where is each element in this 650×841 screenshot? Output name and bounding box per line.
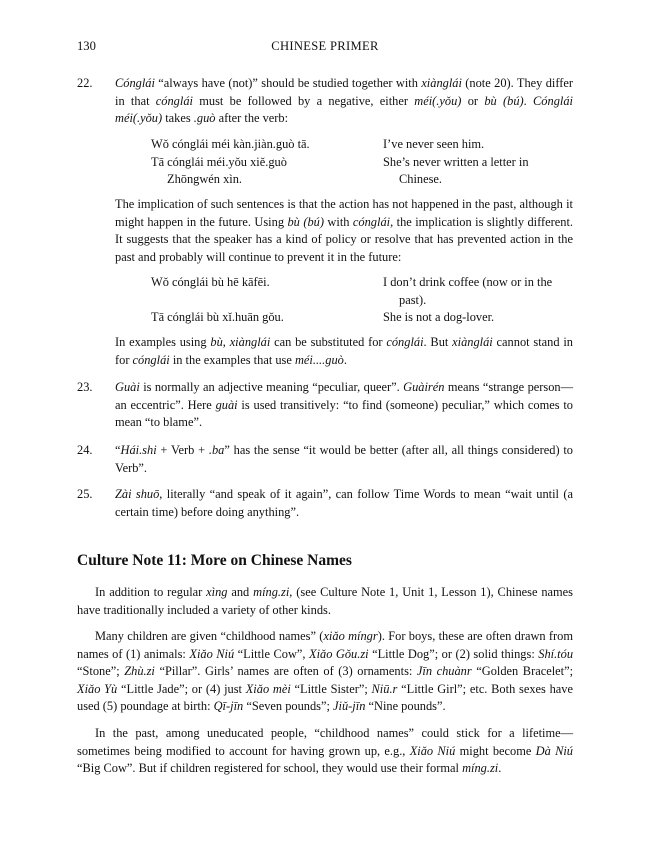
- romanized-term: méi....guò: [294, 352, 344, 367]
- example-line: She’s never written a letter in: [383, 154, 529, 169]
- example-english: [383, 274, 573, 327]
- romanized-term: Niū.r: [371, 681, 398, 696]
- romanized-term: Xiǎo Niú: [189, 646, 235, 661]
- text-run: must be followed by a negative, either: [192, 93, 415, 108]
- romanized-term: Cónglái méi(.yǒu): [115, 93, 573, 126]
- note-paragraph: [115, 334, 573, 369]
- romanized-term: Shí.tóu: [538, 646, 574, 661]
- romanized-term: Jiǔ-jīn: [333, 699, 366, 714]
- text-run: In examples using: [115, 335, 211, 349]
- text-run: .: [523, 93, 534, 108]
- note-paragraph: [115, 196, 573, 266]
- text-run: In the past, among uneducated people, “childhood names” could stick for a lifetime—sometimes being modified to account for having grown up, e.g.,: [77, 726, 573, 758]
- text-run: . But: [423, 335, 453, 349]
- text-run: after the verb:: [215, 111, 289, 126]
- example-line: Tā cónglái méi.yǒu xiě.guò: [151, 154, 287, 169]
- text-run: is normally an adjective meaning “peculiar, queer”.: [139, 380, 404, 394]
- text-run: , the implication is slightly different. It suggests that the speaker has a kind of policy or resolve that has prevented action in the past and probably will continue to prevent it in the future:: [115, 214, 573, 264]
- text-run: takes: [162, 111, 194, 126]
- text-run: “Seven pounds”;: [243, 699, 334, 714]
- example-line: Zhōngwén xìn.: [167, 172, 243, 187]
- romanized-term: Qī-jīn: [213, 699, 244, 714]
- text-run: “Little Dog”; or (2) solid things:: [368, 646, 539, 661]
- example-line: past).: [399, 292, 427, 307]
- romanized-term: Guài: [115, 380, 140, 394]
- text-run: , literally “and speak of it again”, can follow Time Words to mean “wait until (a certain time) before doing anything”.: [115, 487, 573, 519]
- text-run: “Little Sister”;: [290, 681, 372, 696]
- text-run: or: [461, 93, 485, 108]
- romanized-term: xìng: [206, 585, 228, 599]
- text-run: ,: [222, 335, 230, 349]
- romanized-term: bù (bú): [484, 93, 524, 108]
- romanized-term: Xiǎo Gǒu.zi: [309, 646, 369, 661]
- text-run: ). For boys, these are often drawn from names of (1) animals:: [77, 629, 573, 661]
- romanized-term: míng.zi: [253, 585, 290, 599]
- note-number: 22.: [77, 76, 93, 90]
- text-run: “Pillar”. Girls’ names are often of (3) ornaments:: [154, 664, 417, 679]
- text-run: “Nine pounds”.: [365, 699, 446, 714]
- note-number: 23.: [77, 380, 93, 394]
- romanized-term: Xiǎo Yù: [77, 681, 118, 696]
- romanized-term: xiànglái: [421, 76, 462, 90]
- text-run: in the examples that use: [169, 352, 295, 367]
- romanized-term: Xiǎo mèi: [245, 681, 291, 696]
- text-run: In addition to regular: [95, 585, 207, 599]
- text-run: “Little Cow”,: [234, 646, 309, 661]
- text-run: .: [343, 352, 347, 367]
- romanized-term: Cónglái: [115, 76, 155, 90]
- text-run: “Little Girl”; etc. Both sexes have used (5) poundage at birth:: [77, 681, 573, 714]
- text-run: ” has the sense “it would be better (after all, all things considered) to Verb”.: [115, 443, 573, 475]
- romanized-term: Jīn chuànr: [416, 664, 472, 679]
- example-line: She is not a dog-lover.: [383, 310, 495, 325]
- example-line: Tā cónglái bù xǐ.huān gǒu.: [151, 310, 284, 325]
- culture-paragraph: [77, 725, 573, 778]
- example-line: I’ve never seen him.: [383, 137, 485, 151]
- culture-paragraph: [77, 628, 573, 716]
- romanized-term: Xiǎo Niú: [409, 743, 456, 758]
- note-text: [115, 442, 573, 477]
- note-text: [115, 379, 573, 432]
- text-run: , (see Culture Note 1, Unit 1, Lesson 1), Chinese names have traditionally included a variety of other kinds.: [77, 585, 573, 617]
- romanized-term: míng.zi: [462, 761, 499, 776]
- romanized-term: .ba: [208, 443, 225, 457]
- romanized-term: Hái.shi: [120, 443, 157, 457]
- text-run: “Stone”;: [77, 664, 125, 679]
- example-line: Wǒ cónglái bù hē kāfēi.: [151, 275, 270, 289]
- text-run: .: [498, 761, 502, 776]
- running-title: CHINESE PRIMER: [271, 39, 379, 53]
- note-text: [115, 75, 573, 128]
- example-chinese: [151, 136, 371, 189]
- romanized-term: xiǎo míngr: [323, 629, 378, 643]
- spacer: [151, 292, 371, 310]
- section-heading: Culture Note 11: More on Chinese Names: [77, 552, 352, 569]
- page-number: 130: [77, 39, 96, 53]
- romanized-term: Dà Niú: [535, 743, 573, 758]
- example-line: Chinese.: [399, 172, 443, 187]
- example-line: Wǒ cónglái méi kàn.jiàn.guò tā.: [151, 137, 310, 151]
- culture-paragraph: [77, 584, 573, 619]
- romanized-term: cónglái: [132, 352, 170, 367]
- example-line: I don’t drink coffee (now or in the: [383, 275, 553, 289]
- romanized-term: bù: [210, 335, 223, 349]
- text-run: “: [115, 443, 121, 457]
- text-run: + Verb +: [156, 443, 209, 457]
- romanized-term: cónglái: [352, 214, 391, 229]
- text-run: can be substituted for: [270, 335, 387, 349]
- text-run: and: [227, 585, 254, 599]
- text-run: is used transitively: “to find (someone) peculiar,” which comes to mean “to blame”.: [115, 397, 573, 430]
- text-run: cannot stand in for: [115, 335, 573, 367]
- example-english: [383, 136, 573, 189]
- romanized-term: guài: [215, 397, 238, 412]
- romanized-term: bù (bú): [287, 214, 324, 229]
- text-run: “Big Cow”. But if children registered for school, they would use their formal: [77, 761, 463, 776]
- example-chinese: [151, 274, 371, 327]
- text-run: Many children are given “childhood names” (: [95, 629, 324, 643]
- text-run: “always have (not)” should be studied together with: [154, 76, 422, 90]
- romanized-term: xiànglái: [229, 335, 271, 349]
- text-run: might become: [455, 743, 536, 758]
- note-number: 25.: [77, 487, 93, 501]
- romanized-term: cónglái: [386, 335, 424, 349]
- romanized-term: Guàirén: [403, 380, 445, 394]
- text-run: The implication of such sentences is that the action has not happened in the past, although it might happen in the future. Using: [115, 197, 573, 229]
- romanized-term: Zài shuō: [115, 487, 160, 501]
- romanized-term: Zhù.zi: [124, 664, 155, 679]
- romanized-term: .guò: [193, 111, 216, 126]
- text-run: (note 20). They differ in that: [115, 76, 573, 108]
- romanized-term: cónglái: [155, 93, 193, 108]
- note-number: 24.: [77, 443, 93, 457]
- note-text: [115, 486, 573, 521]
- romanized-term: méi(.yǒu): [414, 93, 462, 108]
- text-run: “Golden Bracelet”;: [471, 664, 574, 679]
- romanized-term: xiànglái: [452, 335, 493, 349]
- text-run: with: [323, 214, 353, 229]
- text-run: “Little Jade”; or (4) just: [117, 681, 246, 696]
- text-run: means “strange person—an eccentric”. Here: [115, 380, 573, 412]
